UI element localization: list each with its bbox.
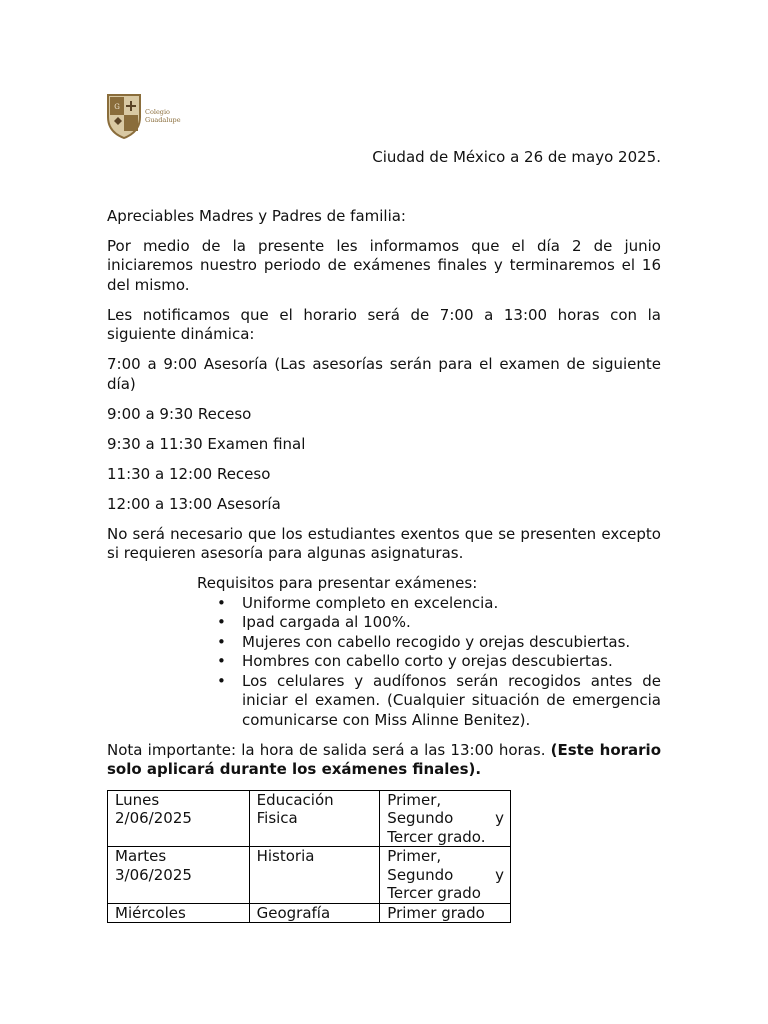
exam-grade: Primer,: [387, 847, 442, 865]
exam-date: 2/06/2025: [115, 809, 192, 827]
paragraph-intro: Por medio de la presente les informamos que el día 2 de junio iniciaremos nuestro periodo de exámenes finales y terminaremos el 16 del mismo.: [107, 236, 661, 294]
requirement-text: Los celulares y audífonos serán recogidos antes de iniciar el examen. (Cualquier situación de emergencia comunicarse con Miss Alinne Benitez).: [242, 671, 661, 729]
logo-line-1: Colegio: [145, 108, 170, 116]
list-item: [197, 613, 661, 633]
important-note: [107, 741, 661, 780]
table-row: [108, 847, 511, 904]
table-row: [108, 790, 511, 847]
table-cell-subject: [249, 903, 380, 923]
table-cell-day: [108, 903, 250, 923]
exam-grade: Tercer grado.: [387, 827, 486, 846]
requirement-text: Uniforme completo en excelencia.: [242, 593, 499, 612]
requirement-text: Ipad cargada al 100%.: [242, 613, 411, 631]
note-text: Nota importante: la hora de salida será a las 13:00 horas.: [107, 740, 551, 759]
exam-grade: Primer,: [387, 790, 442, 809]
bullet-icon: •: [217, 613, 226, 631]
letter-date: Ciudad de México a 26 de mayo 2025.: [372, 148, 661, 166]
note-bold-text: (Este horario solo aplicará durante los exámenes finales).: [107, 740, 661, 778]
exam-day: Martes: [115, 847, 167, 865]
schedule-item: 9:30 a 11:30 Examen final: [107, 434, 306, 453]
exam-subject: Educación: [256, 790, 334, 809]
exam-date: 3/06/2025: [115, 865, 192, 884]
list-item: [197, 633, 661, 653]
table-cell-grade: [380, 847, 511, 904]
requirement-text: Hombres con cabello corto y orejas descubiertas.: [242, 652, 613, 670]
school-crest-icon: [106, 93, 142, 139]
bullet-icon: •: [217, 632, 226, 651]
exam-grade-word: y: [495, 865, 504, 884]
list-item: [197, 594, 661, 614]
exam-grade-line: [387, 866, 504, 885]
letter-body: [107, 148, 661, 923]
exam-grade-word: y: [495, 809, 504, 827]
table-row: [108, 903, 511, 923]
requirements-section: [197, 574, 661, 730]
requirement-text: Mujeres con cabello recogido y orejas descubiertas.: [242, 632, 631, 651]
exam-grade-word: Segundo: [387, 865, 454, 884]
table-cell-subject: [249, 790, 380, 847]
exam-grade: Tercer grado: [387, 884, 481, 902]
exam-subject: Historia: [256, 847, 315, 865]
requirements-list: [197, 594, 661, 731]
table-cell-day: [108, 790, 250, 847]
schedule-item: 12:00 a 13:00 Asesoría: [107, 494, 281, 513]
logo-line-2: Guadalupe: [145, 116, 181, 124]
exam-subject-cont: Fisica: [256, 809, 298, 827]
table-cell-grade: [380, 903, 511, 923]
list-item: [197, 652, 661, 672]
table-cell-grade: [380, 790, 511, 847]
schedule-item: 9:00 a 9:30 Receso: [107, 404, 252, 423]
bullet-icon: •: [217, 652, 226, 670]
exam-grade-word: Segundo: [387, 809, 454, 827]
table-cell-day: [108, 847, 250, 904]
bullet-icon: •: [217, 593, 226, 612]
paragraph-schedule-intro: Les notificamos que el horario será de 7:00 a 13:00 horas con la siguiente dinámica:: [107, 305, 661, 343]
exam-subject: Geografía: [256, 903, 331, 922]
svg-text:G: G: [114, 103, 120, 111]
table-cell-subject: [249, 847, 380, 904]
bullet-icon: •: [217, 671, 226, 690]
paragraph-exempt: No será necesario que los estudiantes exentos que se presenten excepto si requieren asesoría para algunas asignaturas.: [107, 524, 661, 562]
exam-day: Lunes: [115, 790, 160, 809]
letter-greeting: Apreciables Madres y Padres de familia:: [107, 206, 406, 225]
list-item: [197, 672, 661, 731]
requirements-title: Requisitos para presentar exámenes:: [197, 574, 478, 592]
schedule-item: 11:30 a 12:00 Receso: [107, 464, 271, 483]
schedule-item: 7:00 a 9:00 Asesoría (Las asesorías serán para el examen de siguiente día): [107, 355, 661, 393]
exam-day: Miércoles: [115, 903, 186, 922]
exam-grade-line: [387, 809, 504, 828]
school-logo: [106, 92, 186, 140]
exam-schedule-table: [107, 790, 511, 924]
exam-grade: Primer grado: [387, 903, 485, 922]
logo-wordmark: [145, 108, 181, 124]
